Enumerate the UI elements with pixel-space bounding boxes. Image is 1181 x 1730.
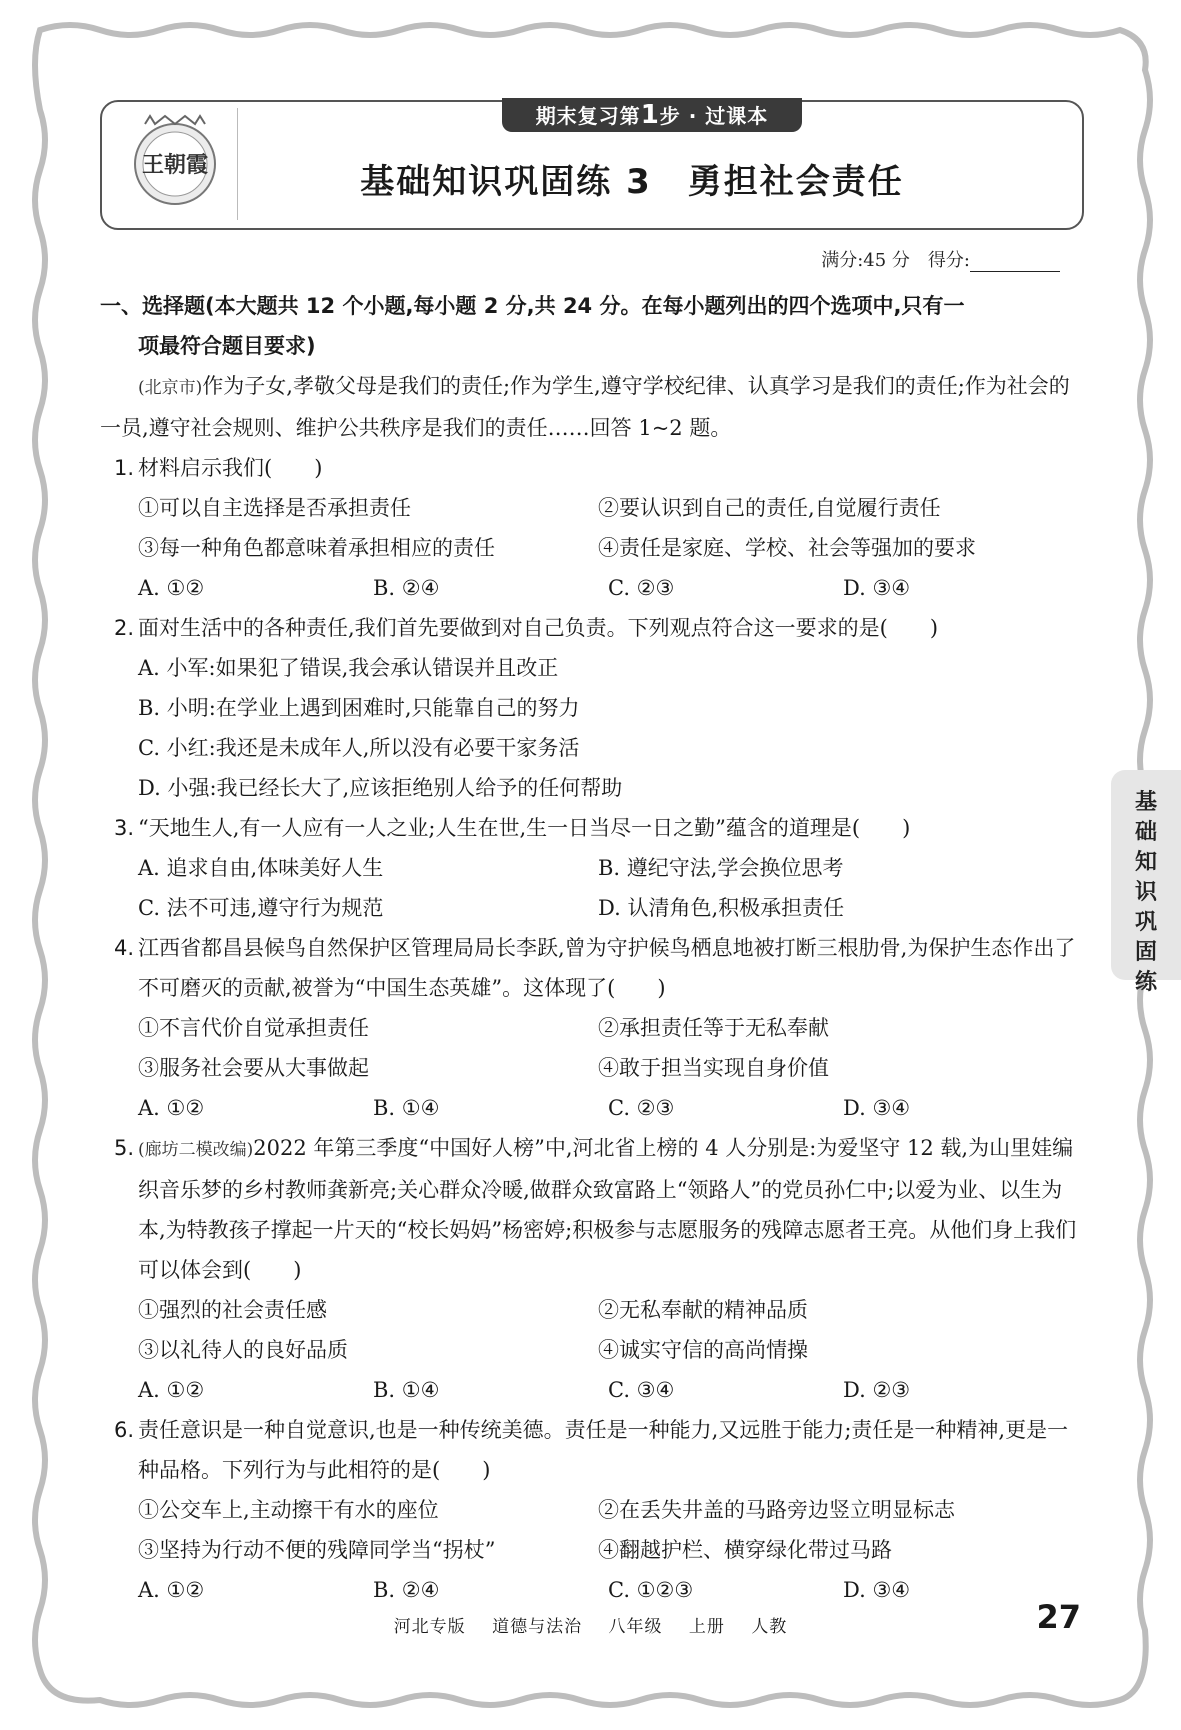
answer-choice[interactable]: B. 遵纪守法,学会换位思考	[598, 856, 844, 880]
option-row	[138, 1048, 1080, 1088]
answer-choice[interactable]: B. ①④	[373, 1378, 440, 1402]
page-footer	[0, 1612, 1181, 1637]
answer-choice[interactable]: B. ②④	[373, 1578, 440, 1602]
choice-row	[138, 1370, 1080, 1410]
choice-row	[138, 1088, 1080, 1128]
question-stem: 责任意识是一种自觉意识,也是一种传统美德。责任是一种能力,又远胜于能力;责任是一种精神,更是一种品格。下列行为与此相符的是( )	[138, 1418, 1069, 1482]
answer-choice[interactable]: B. ②④	[373, 576, 440, 600]
logo-text: 王朝霞	[141, 152, 209, 178]
answer-choice[interactable]: C. ②③	[608, 1096, 675, 1120]
section-heading-line1: 一、选择题(本大题共 12 个小题,每小题 2 分,共 24 分。在每小题列出的四个选项中,只有一	[100, 294, 965, 318]
step-prefix: 期末复习第	[535, 104, 641, 128]
side-tab-char: 巩	[1134, 910, 1157, 935]
statement-option: ④敢于担当实现自身价值	[598, 1056, 829, 1080]
answer-choice[interactable]: A. ①②	[138, 1096, 205, 1120]
question-source: (廊坊二模改编)	[138, 1140, 254, 1160]
question-2	[100, 608, 1080, 808]
step-suffix: 步 · 过课本	[659, 104, 769, 128]
statement-option: ④责任是家庭、学校、社会等强加的要求	[598, 536, 976, 560]
section-heading	[100, 286, 1080, 366]
statement-option: ①可以自主选择是否承担责任	[138, 496, 411, 520]
intro-source: (北京市)	[138, 378, 203, 398]
score-blank[interactable]	[970, 253, 1060, 272]
question-stem: 面对生活中的各种责任,我们首先要做到对自己负责。下列观点符合这一要求的是( )	[138, 616, 939, 640]
question-6	[100, 1410, 1080, 1610]
answer-choice[interactable]: C. 小红:我还是未成年人,所以没有必要干家务活	[138, 736, 580, 760]
question-number: 4.	[114, 936, 135, 960]
side-tab-char: 知	[1134, 850, 1157, 875]
statement-option: ①公交车上,主动擦干有水的座位	[138, 1498, 439, 1522]
step-number: 1	[640, 100, 660, 130]
question-number: 6.	[114, 1418, 135, 1442]
option-row	[138, 488, 1080, 528]
statement-option: ②承担责任等于无私奉献	[598, 1016, 829, 1040]
answer-choice[interactable]: A. 小军:如果犯了错误,我会承认错误并且改正	[138, 656, 559, 680]
statement-option: ③以礼待人的良好品质	[138, 1338, 348, 1362]
option-row	[138, 1490, 1080, 1530]
answer-choice[interactable]: D. ③④	[843, 576, 911, 600]
side-tab-char: 固	[1134, 940, 1157, 965]
answer-choice[interactable]: A. ①②	[138, 1378, 205, 1402]
answer-choice[interactable]: C. ①②③	[608, 1578, 694, 1602]
option-row	[138, 1330, 1080, 1370]
question-number: 2.	[114, 616, 135, 640]
answer-choice[interactable]: D. ②③	[843, 1378, 911, 1402]
option-row	[138, 1008, 1080, 1048]
answer-choice[interactable]: A. ①②	[138, 1578, 205, 1602]
answer-choice[interactable]: D. ③④	[843, 1578, 911, 1602]
footer-item: 八年级	[608, 1617, 663, 1637]
question-stem: 材料启示我们( )	[138, 456, 323, 480]
answer-choice[interactable]: A. ①②	[138, 576, 205, 600]
side-tab-char: 基	[1134, 790, 1157, 815]
score-label: 满分:45 分 得分:	[821, 250, 970, 271]
option-row	[138, 1530, 1080, 1570]
option-row	[138, 1290, 1080, 1330]
answer-choice[interactable]: A. 追求自由,体味美好人生	[138, 856, 384, 880]
section-heading-line2: 项最符合题目要求)	[138, 334, 316, 358]
statement-option: ③服务社会要从大事做起	[138, 1056, 369, 1080]
publisher-logo	[120, 112, 230, 212]
question-1	[100, 448, 1080, 608]
worksheet-page	[60, 48, 1090, 1688]
choice-row	[138, 848, 1080, 888]
answer-choice[interactable]: D. ③④	[843, 1096, 911, 1120]
question-content	[100, 286, 1080, 1610]
statement-option: ①强烈的社会责任感	[138, 1298, 327, 1322]
side-tab-char: 练	[1134, 970, 1157, 995]
question-number: 1.	[114, 456, 135, 480]
intro-material	[100, 366, 1080, 448]
logo-divider	[237, 108, 238, 220]
question-4	[100, 928, 1080, 1128]
side-tab-char: 础	[1134, 820, 1157, 845]
answer-choice[interactable]: C. ②③	[608, 576, 675, 600]
statement-option: ②无私奉献的精神品质	[598, 1298, 808, 1322]
answer-choice[interactable]: C. ③④	[608, 1378, 675, 1402]
footer-item: 上册	[688, 1617, 725, 1637]
question-stem: 江西省都昌县候鸟自然保护区管理局局长李跃,曾为守护候鸟栖息地被打断三根肋骨,为保护生态作出了不可磨灭的贡献,被誉为“中国生态英雄”。这体现了( )	[138, 936, 1076, 1000]
statement-option: ②在丢失井盖的马路旁边竖立明显标志	[598, 1498, 955, 1522]
question-5	[100, 1128, 1080, 1410]
answer-choice[interactable]: C. 法不可违,遵守行为规范	[138, 896, 384, 920]
statement-option: ①不言代价自觉承担责任	[138, 1016, 369, 1040]
question-stem: “天地生人,有一人应有一人之业;人生在世,生一日当尽一日之勤”蕴含的道理是( )	[138, 816, 911, 840]
step-tab	[502, 98, 802, 132]
choice-row	[138, 888, 1080, 928]
section-side-tab	[1111, 770, 1181, 995]
footer-item: 河北专版	[393, 1617, 466, 1637]
statement-option: ②要认识到自己的责任,自觉履行责任	[598, 496, 941, 520]
answer-choice[interactable]: B. ①④	[373, 1096, 440, 1120]
statement-option: ③每一种角色都意味着承担相应的责任	[138, 536, 495, 560]
statement-option: ④诚实守信的高尚情操	[598, 1338, 808, 1362]
answer-choice[interactable]: D. 认清角色,积极承担责任	[598, 896, 845, 920]
question-number: 5.	[114, 1136, 135, 1160]
answer-choice[interactable]: D. 小强:我已经长大了,应该拒绝别人给予的任何帮助	[138, 776, 623, 800]
intro-text: 作为子女,孝敬父母是我们的责任;作为学生,遵守学校纪律、认真学习是我们的责任;作为社会的一员,遵守社会规则、维护公共秩序是我们的责任……回答 1~2 题。	[100, 374, 1070, 440]
footer-item: 道德与法治	[492, 1617, 583, 1637]
answer-choice[interactable]: B. 小明:在学业上遇到困难时,只能靠自己的努力	[138, 696, 580, 720]
choice-row	[138, 1570, 1080, 1610]
footer-item: 人教	[751, 1617, 788, 1637]
score-line	[821, 246, 1060, 272]
choice-row	[138, 568, 1080, 608]
statement-option: ③坚持为行动不便的残障同学当“拐杖”	[138, 1538, 496, 1562]
page-number: 27	[1036, 1598, 1081, 1636]
side-tab-char: 识	[1134, 880, 1157, 905]
header-banner	[100, 100, 1084, 230]
statement-option: ④翻越护栏、横穿绿化带过马路	[598, 1538, 892, 1562]
question-stem: 2022 年第三季度“中国好人榜”中,河北省上榜的 4 人分别是:为爱坚守 12 载,为山里娃编织音乐梦的乡村教师龚新亮;关心群众冷暖,做群众致富路上“领路人”的党员孙仁中;以爱为业、以生为本,为特教孩子撑起一片天的“校长妈妈”杨密婷;积极参与志愿服务的残障志愿者王亮。从他们身上我们可以体会到( )	[138, 1136, 1077, 1282]
question-3	[100, 808, 1080, 928]
option-row	[138, 528, 1080, 568]
question-number: 3.	[114, 816, 135, 840]
page-title: 基础知识巩固练 3 勇担社会责任	[360, 162, 904, 202]
